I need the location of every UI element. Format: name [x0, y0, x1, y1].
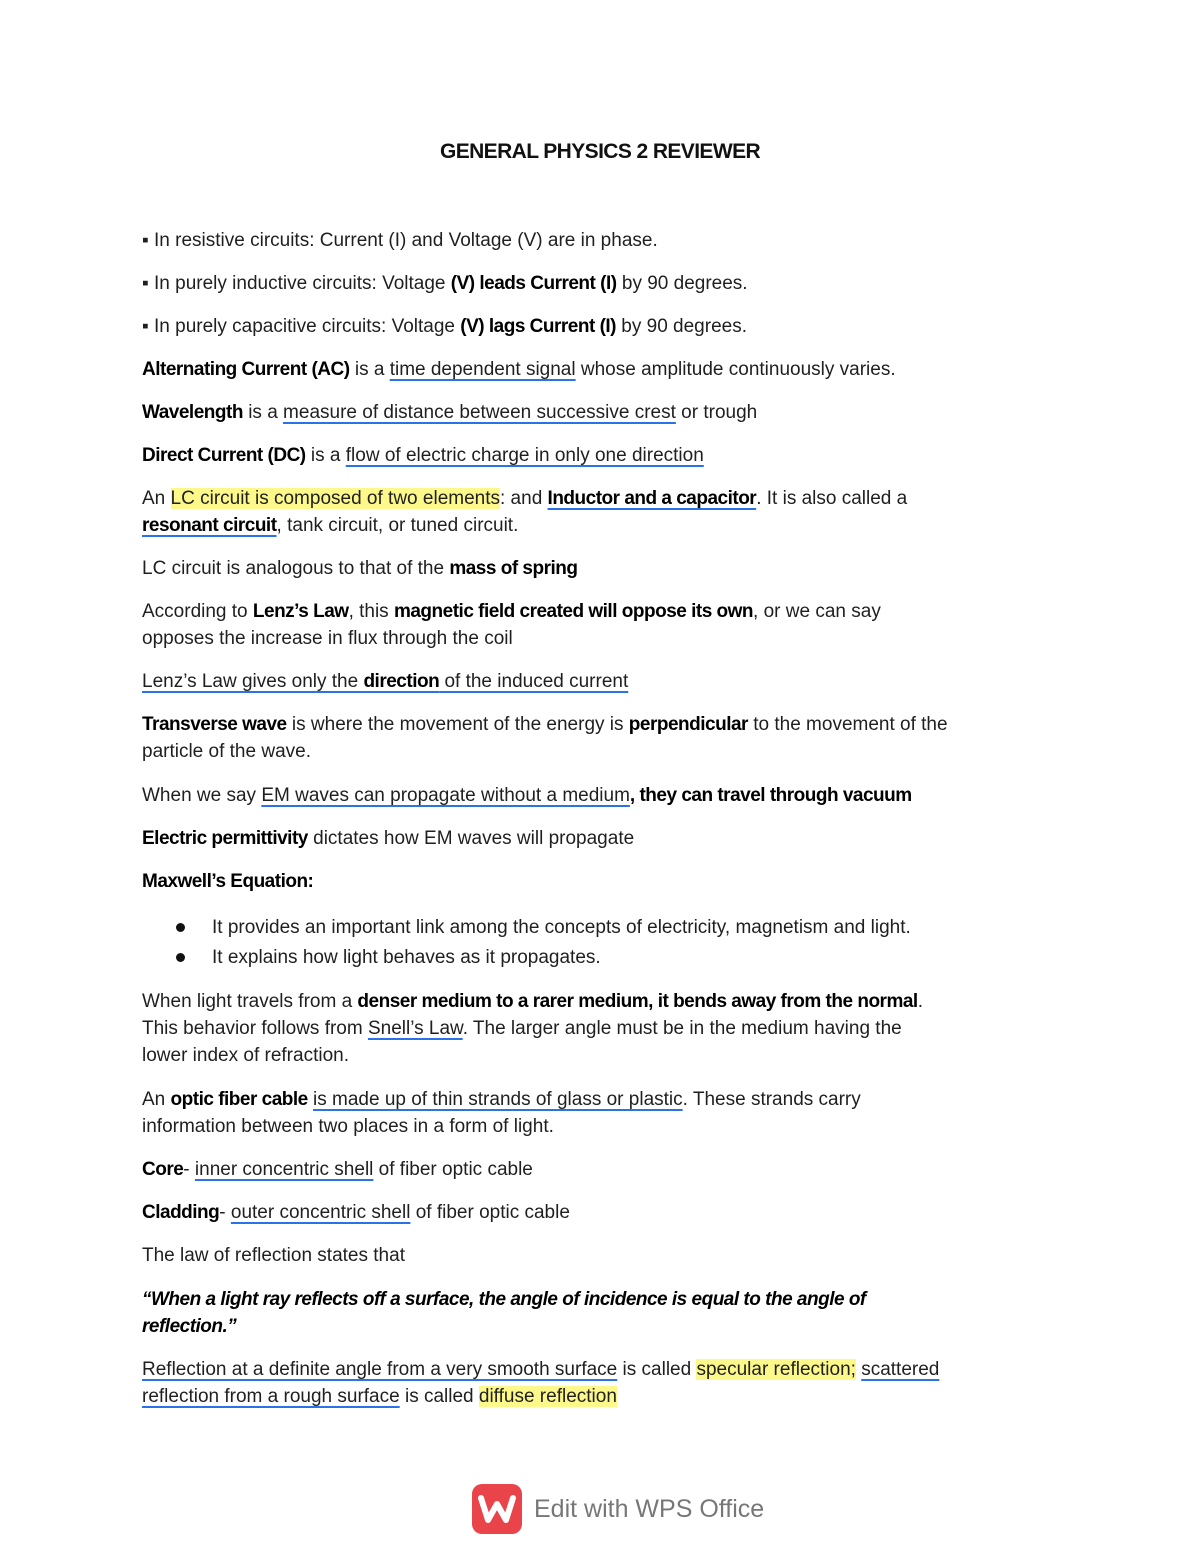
- paragraph-denser-medium: [142, 988, 1072, 1015]
- text: -: [183, 1159, 195, 1180]
- paragraph-wavelength: [142, 399, 1072, 426]
- paragraph-inductive: [142, 270, 1072, 297]
- text: of fiber optic cable: [410, 1202, 570, 1223]
- paragraph-specular: [142, 1356, 1072, 1383]
- term: Direct Current (DC): [142, 445, 306, 466]
- text: is a: [242, 402, 284, 423]
- underlined-term: Inductor and a capacitor: [547, 488, 757, 509]
- paragraph-transverse: [142, 711, 1072, 738]
- highlighted-text: LC circuit is composed of two elements: [170, 488, 500, 509]
- text: of the induced current: [439, 671, 629, 692]
- underlined-text: scattered: [861, 1359, 940, 1380]
- text: -: [219, 1202, 231, 1223]
- text: The law of reflection states that: [142, 1245, 405, 1266]
- text: . It is also called a: [756, 488, 908, 509]
- paragraph-transverse-cont: [142, 738, 1072, 765]
- text: ▪ In purely capacitive circuits: Voltage: [142, 316, 461, 337]
- paragraph-optic-fiber: [142, 1086, 1072, 1113]
- bold-text: (V) lags Current (I): [460, 316, 617, 337]
- text: or trough: [675, 402, 758, 423]
- highlighted-text: diffuse reflection: [478, 1386, 617, 1407]
- paragraph-lenz-direction: [142, 668, 1072, 695]
- underlined-text: reflection from a rough surface: [142, 1386, 400, 1407]
- text: When we say: [142, 785, 262, 806]
- paragraph-diffuse: [142, 1383, 1072, 1410]
- text: dictates how EM waves will propagate: [307, 828, 635, 849]
- bullet-icon: [176, 923, 185, 932]
- wps-logo-icon: [472, 1484, 522, 1534]
- text: , tank circuit, or tuned circuit.: [276, 515, 519, 536]
- paragraph-cladding: [142, 1199, 1072, 1226]
- quote-reflection: [142, 1286, 1072, 1313]
- bold-text: , they can travel through vacuum: [629, 785, 912, 806]
- text: LC circuit is analogous to that of the: [142, 558, 450, 579]
- text: lower index of refraction.: [142, 1045, 349, 1066]
- underlined-text: flow of electric charge in only one direction: [345, 445, 704, 466]
- text: is a: [349, 359, 390, 380]
- underlined-text: is made up of thin strands of glass or plastic: [313, 1089, 683, 1110]
- text: opposes the increase in flux through the coil: [142, 628, 513, 649]
- term: Electric permittivity: [142, 828, 308, 849]
- list-item: [212, 914, 1142, 941]
- text: An: [142, 488, 171, 509]
- text: . The larger angle must be in the medium having the: [462, 1018, 902, 1039]
- text: by 90 degrees.: [616, 273, 748, 294]
- text: .: [917, 991, 923, 1012]
- paragraph-em-waves: [142, 782, 1072, 809]
- text: is called: [399, 1386, 479, 1407]
- bold-text: perpendicular: [628, 714, 748, 735]
- paragraph-lc-circuit: [142, 485, 1072, 512]
- text: ▪ In purely inductive circuits: Voltage: [142, 273, 451, 294]
- term: optic fiber cable: [170, 1089, 308, 1110]
- text: , this: [348, 601, 394, 622]
- paragraph-optic-fiber-cont: [142, 1113, 1072, 1140]
- bold-text: magnetic field created will oppose its own: [393, 601, 754, 622]
- term: direction: [363, 671, 440, 692]
- term: Lenz’s Law: [252, 601, 349, 622]
- text: is called: [617, 1359, 697, 1380]
- text: is a: [305, 445, 346, 466]
- text: by 90 degrees.: [616, 316, 747, 337]
- underlined-text: EM waves can propagate without a medium: [261, 785, 630, 806]
- underlined-text: time dependent signal: [389, 359, 576, 380]
- quote-text: reflection.”: [142, 1316, 237, 1337]
- text: According to: [142, 601, 253, 622]
- text: is where the movement of the energy is: [286, 714, 629, 735]
- quote-reflection-cont: [142, 1313, 1072, 1340]
- paragraph-permittivity: [142, 825, 1072, 852]
- heading: Maxwell’s Equation:: [142, 871, 314, 892]
- paragraph-lc-circuit-cont: [142, 512, 1072, 539]
- paragraph-lenz: [142, 598, 1072, 625]
- list-item: [212, 944, 1142, 971]
- text: This behavior follows from: [142, 1018, 368, 1039]
- highlighted-text: specular reflection;: [696, 1359, 856, 1380]
- text: It explains how light behaves as it propagates.: [212, 947, 601, 968]
- underlined-text: Reflection at a definite angle from a very smooth surface: [142, 1359, 618, 1380]
- document-title: GENERAL PHYSICS 2 REVIEWER: [439, 140, 761, 163]
- term: Alternating Current (AC): [142, 359, 350, 380]
- text: to the movement of the: [747, 714, 948, 735]
- term: mass of spring: [449, 558, 578, 579]
- text: whose amplitude continuously varies.: [575, 359, 896, 380]
- paragraph-resistive: [142, 227, 1072, 254]
- text: : and: [500, 488, 548, 509]
- underlined-text: inner concentric shell: [194, 1159, 374, 1180]
- text: particle of the wave.: [142, 741, 311, 762]
- text: When light travels from a: [142, 991, 358, 1012]
- underlined-text: measure of distance between successive crest: [283, 402, 676, 423]
- underlined-text: outer concentric shell: [230, 1202, 411, 1223]
- underlined-term: resonant circuit: [142, 515, 277, 536]
- text: An: [142, 1089, 171, 1110]
- wps-watermark[interactable]: [472, 1484, 765, 1538]
- paragraph-lc-analogy: [142, 555, 1072, 582]
- bold-text: denser medium to a rarer medium, it bends away from the normal: [357, 991, 918, 1012]
- paragraph-denser-medium-cont2: [142, 1042, 1072, 1069]
- bullet-icon: [176, 953, 185, 962]
- paragraph-law-of-reflection: [142, 1242, 1072, 1269]
- paragraph-core: [142, 1156, 1072, 1183]
- text: Lenz’s Law gives only the: [142, 671, 364, 692]
- quote-text: “When a light ray reflects off a surface, the angle of incidence is equal to the angle of: [142, 1289, 866, 1310]
- text: , or we can say: [753, 601, 881, 622]
- term: Core: [142, 1159, 184, 1180]
- text: . These strands carry: [682, 1089, 861, 1110]
- text: It provides an important link among the concepts of electricity, magnetism and light.: [212, 917, 911, 938]
- paragraph-dc: [142, 442, 1072, 469]
- wps-edit-label: Edit with WPS Office: [534, 1495, 765, 1523]
- paragraph-lenz-cont: [142, 625, 1072, 652]
- term: Transverse wave: [142, 714, 287, 735]
- bold-text: (V) leads Current (I): [450, 273, 617, 294]
- term: Wavelength: [142, 402, 243, 423]
- heading-maxwell: [142, 868, 1072, 895]
- paragraph-capacitive: [142, 313, 1072, 340]
- term: Cladding: [142, 1202, 220, 1223]
- underlined-text: Snell’s Law: [367, 1018, 463, 1039]
- paragraph-ac: [142, 356, 1072, 383]
- text: ▪ In resistive circuits: Current (I) and Voltage (V) are in phase.: [142, 230, 658, 251]
- text: information between two places in a form of light.: [142, 1116, 554, 1137]
- paragraph-denser-medium-cont: [142, 1015, 1072, 1042]
- text: of fiber optic cable: [373, 1159, 533, 1180]
